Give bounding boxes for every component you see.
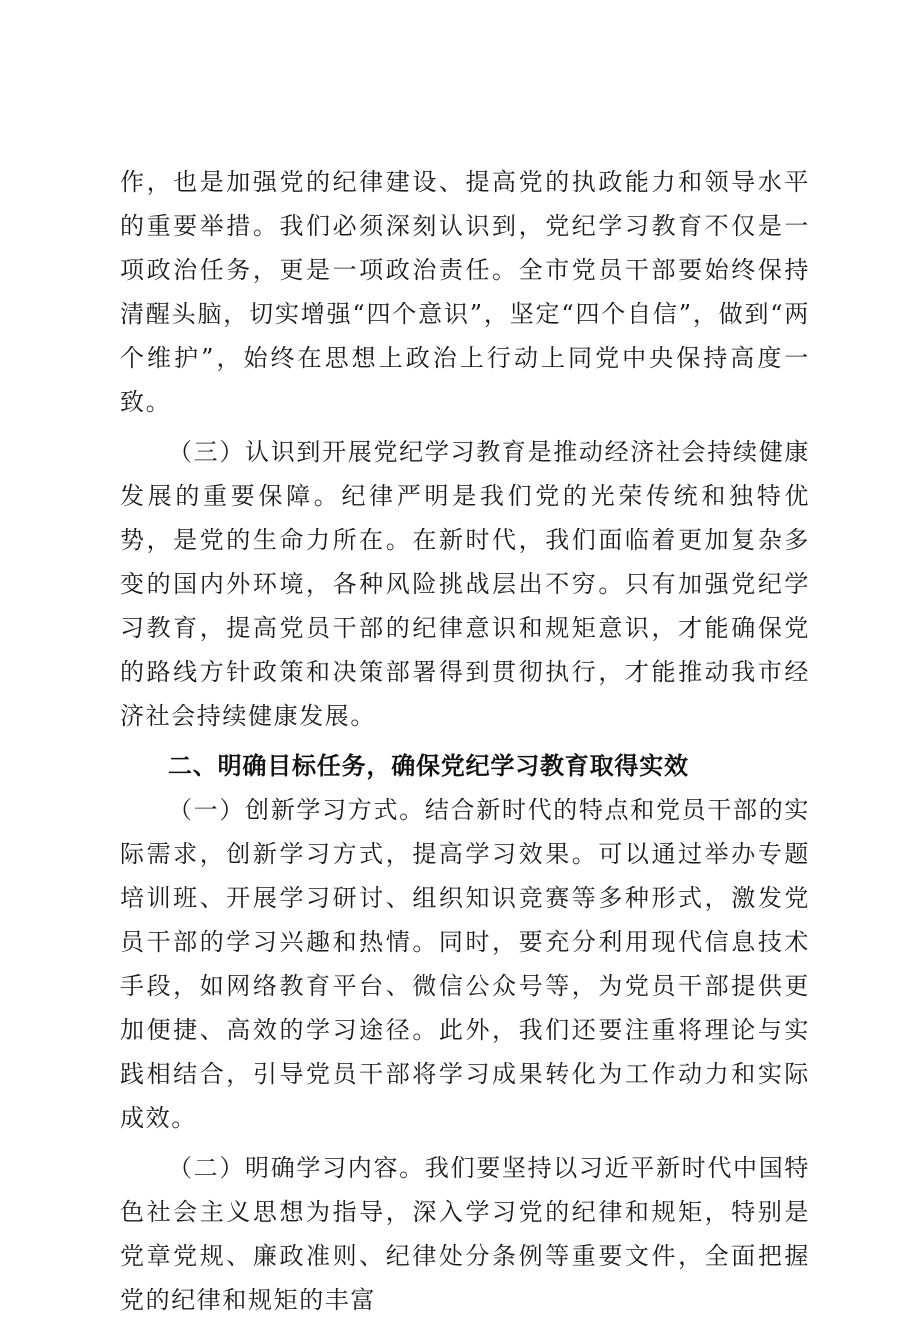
paragraph-subsection-1: （一）创新学习方式。结合新时代的特点和党员干部的实际需求，创新学习方式，提高学习效果。可以通过举办专题培训班、开展学习研讨、组织知识竞赛等多种形式，激发党员干部的学习兴趣和热情。同时，要充分利用现代信息技术手段，如网络教育平台、微信公众号等，为党员干部提供更加便捷、高效的学习途径。此外，我们还要注重将理论与实践相结合，引导党员干部将学习成果转化为工作动力和实际成效。 — [120, 796, 810, 1132]
paragraph-subsection-2: （二）明确学习内容。我们要坚持以习近平新时代中国特色社会主义思想为指导，深入学习党的纪律和规矩，特别是党章党规、廉政准则、纪律处分条例等重要文件，全面把握党的纪律和规矩的丰富 — [120, 1154, 810, 1314]
paragraph-continued: 作，也是加强党的纪律建设、提高党的执政能力和领导水平的重要举措。我们必须深刻认识到，党纪学习教育不仅是一项政治任务，更是一项政治责任。全市党员干部要始终保持清醒头脑，切实增强“四个意识”，坚定“四个自信”，做到“两个维护”，始终在思想上政治上行动上同党中央保持高度一致。 — [120, 168, 810, 416]
document-body — [120, 160, 810, 1322]
paragraph-section-3: （三）认识到开展党纪学习教育是推动经济社会持续健康发展的重要保障。纪律严明是我们党的光荣传统和独特优势，是党的生命力所在。在新时代，我们面临着更加复杂多变的国内外环境，各种风险挑战层出不穷。只有加强党纪学习教育，提高党员干部的纪律意识和规矩意识，才能确保党的路线方针政策和决策部署得到贯彻执行，才能推动我市经济社会持续健康发展。 — [120, 438, 810, 730]
section-heading-2: 二、明确目标任务，确保党纪学习教育取得实效 — [168, 752, 689, 780]
